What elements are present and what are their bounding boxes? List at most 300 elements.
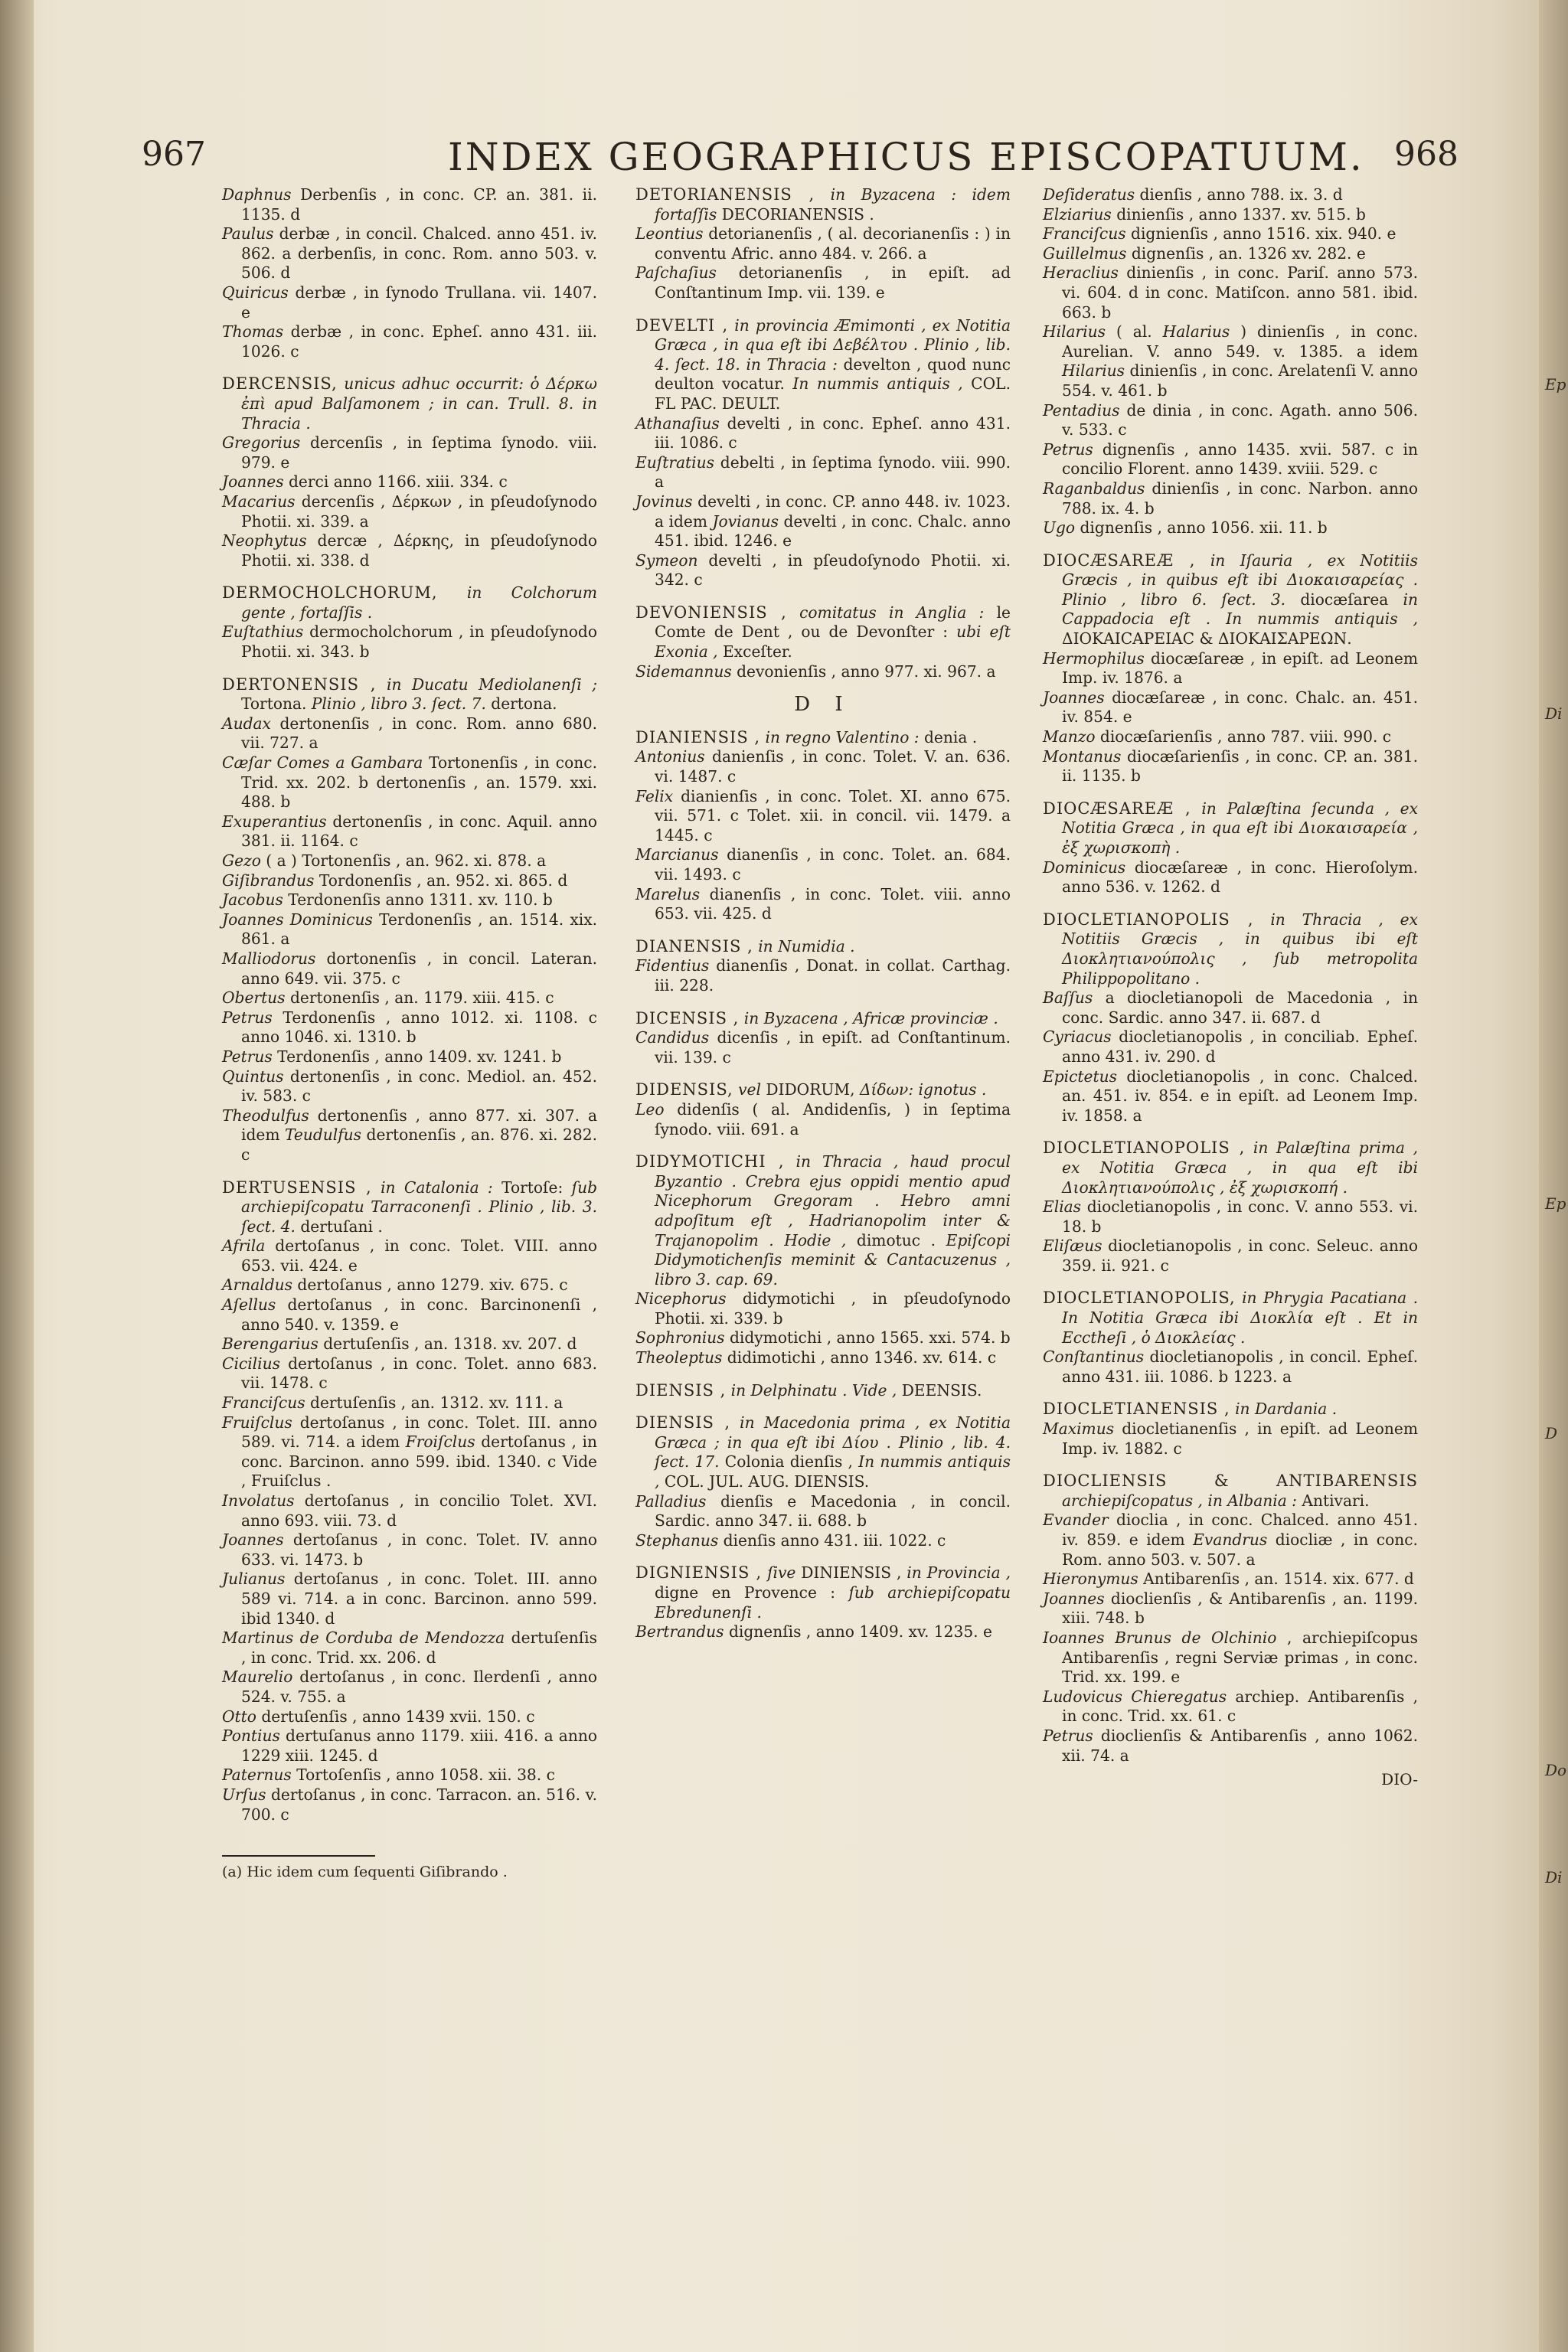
index-entry	[1043, 401, 1418, 440]
entry-reference: dertonenſis , an. 876. xi. 282. c	[241, 1125, 598, 1164]
bishop-name: Joannes	[222, 472, 284, 492]
index-entry	[222, 1008, 597, 1047]
bishop-name: Arnaldus	[222, 1276, 293, 1295]
entry-reference: archiep. Antibarenſis , in conc. Trid. xx. 61. c	[1062, 1687, 1419, 1726]
index-entry	[222, 433, 597, 472]
entry-reference: dianenſis , in conc. Tolet. viii. anno 653. vii. 425. d	[655, 884, 1011, 923]
bishop-name: Gregorius	[222, 433, 301, 452]
entry-reference: develti , in conc. CP. anno 448. iv. 1023. a idem	[655, 492, 1011, 531]
entry-reference: derbæ , in conc. Epheſ. anno 431. iii. 1026. c	[241, 322, 597, 361]
see-heading	[222, 374, 597, 433]
index-entry	[222, 492, 597, 531]
entry-reference: dignienſis , anno 1516. xix. 940. e	[1125, 224, 1396, 243]
bishop-name: Audax	[222, 714, 271, 733]
see-heading	[222, 675, 597, 714]
bishop-name: Nicephorus	[635, 1289, 727, 1308]
index-entry	[222, 812, 597, 851]
bishop-name: Conſtantinus	[1043, 1348, 1145, 1367]
entry-reference: dianenſis , Donat. in collat. Carthag. iii. 228.	[655, 956, 1011, 995]
bishop-name: Giſibrandus	[222, 871, 315, 890]
bishop-name: Antonius	[635, 747, 705, 766]
bishop-name: Montanus	[1043, 746, 1122, 766]
see-name: DIENSIS ,	[635, 1413, 731, 1432]
bishop-name: Jovianus	[712, 511, 779, 531]
index-entry	[222, 1393, 597, 1413]
bishop-name: Quintus	[222, 1067, 284, 1086]
see-description: ſive	[762, 1563, 796, 1583]
bishop-name: Raganbaldus	[1043, 479, 1145, 498]
index-entry	[1043, 1726, 1418, 1766]
index-entry	[222, 531, 597, 570]
index-entry	[635, 453, 1011, 492]
see-heading	[1043, 551, 1418, 649]
entry-reference: derbæ , in ſynodo Trullana. vii. 1407. e	[241, 283, 597, 322]
index-entry	[222, 472, 597, 492]
bishop-name: Hermophilus	[1043, 648, 1145, 668]
index-entry	[635, 492, 1011, 551]
bishop-name: Joannes	[222, 1530, 284, 1550]
bishop-name: Euſtratius	[635, 452, 714, 472]
entry-reference: diocletianopolis , in conc. Seleuc. anno 359. ii. 921. c	[1062, 1236, 1418, 1275]
see-description: DEENSIS.	[897, 1380, 982, 1400]
index-entry	[222, 1047, 597, 1067]
entry-reference: ( a ) Tortonenſis , an. 962. xi. 878. a	[260, 851, 547, 870]
entry-reference: dinienſis , anno 1337. xv. 515. b	[1111, 204, 1366, 224]
bishop-name: Guillelmus	[1043, 243, 1127, 263]
entry-reference: diocæſarienſis , anno 787. viii. 990. c	[1095, 727, 1392, 746]
bishop-name: Ugo	[1043, 518, 1076, 537]
see-description: Plinio , libro 3. ſect. 7.	[311, 694, 486, 714]
bishop-name: Felix	[635, 786, 674, 805]
see-heading	[1043, 1400, 1418, 1419]
index-entry	[222, 622, 597, 662]
see-name: DIOCLETIANOPOLIS ,	[1043, 1138, 1246, 1158]
see-description: DECORIANENSIS .	[717, 204, 874, 224]
entry-reference: dinienſis , in conc. Arelatenſi V. anno 554. v. 461. b	[1062, 361, 1418, 400]
see-description: dertona.	[485, 694, 557, 714]
bishop-name: Maximus	[1043, 1419, 1115, 1439]
bishop-name: Joannes	[1043, 1589, 1105, 1608]
entry-reference: dertoſanus , in conc. Tolet. IV. anno 633. vi. 1473. b	[241, 1530, 597, 1569]
entry-reference: Terdonenſis , anno 1012. xi. 1108. c anno 1046. xi. 1310. b	[241, 1008, 597, 1047]
bishop-name: Hilarius	[1043, 322, 1106, 341]
entry-reference: , archiepiſcopus Antibarenſis , regni Serviæ primas , in conc. Trid. xx. 199. e	[1062, 1628, 1419, 1687]
entry-reference: diocæſareæ , in conc. Chalc. an. 451. iv. 854. e	[1062, 688, 1418, 727]
see-name: DIDYMOTICHI ,	[635, 1152, 785, 1171]
index-entry	[1043, 858, 1418, 897]
entry-reference: dertoſanus , in conc. Tolet. III. anno 589 vi. 714. a in conc. Barcinon. anno 599. ibid 1340. d	[241, 1570, 597, 1628]
index-entry	[222, 1067, 597, 1106]
index-entry	[635, 1531, 1011, 1551]
entry-reference: diocletianenſis , in epiſt. ad Leonem Imp. iv. 1882. c	[1062, 1419, 1418, 1458]
index-entry	[222, 224, 597, 283]
bishop-name: Hieronymus	[1043, 1570, 1138, 1589]
index-entry	[1043, 205, 1418, 225]
index-entry	[635, 551, 1011, 590]
index-entry	[222, 1668, 597, 1707]
see-name: DIOCÆSAREÆ ,	[1043, 799, 1191, 818]
entry-reference: dertuſenſis , anno 1439 xvii. 150. c	[256, 1707, 535, 1726]
index-entry	[222, 1276, 597, 1295]
see-name: DIOCLIENSIS & ANTIBARENSIS	[1043, 1472, 1418, 1491]
page-number-right: 968	[1394, 135, 1459, 174]
see-description: in Ducatu Mediolanenſi ;	[376, 675, 597, 694]
see-name: DIOCLETIANOPOLIS ,	[1043, 910, 1254, 929]
index-entry	[1043, 1687, 1418, 1726]
binding-gutter	[0, 0, 34, 2352]
see-description: Antivari.	[1296, 1491, 1370, 1510]
index-entry	[635, 885, 1011, 924]
see-description: in Thracia , haud procul Byzantio . Crebra ejus oppidi mentio apud Nicephorum Gregoram . Hebro amni adpoſitum eſt , Hadrianopolim inter & Trajanopolim . Hodie ,	[655, 1152, 1011, 1250]
see-heading	[1043, 910, 1418, 988]
entry-reference: didenſis ( al. Andidenſis, ) in ſeptima ſynodo. viii. 691. a	[655, 1099, 1011, 1138]
entry-reference: Tortoſenſis , anno 1058. xii. 38. c	[291, 1766, 555, 1785]
entry-reference: dioclienſis & Antibarenſis , anno 1062. xii. 74. a	[1062, 1726, 1418, 1765]
catchword: DIO-	[1381, 1770, 1418, 1789]
entry-reference: dertuſenſis , an. 1312. xv. 111. a	[305, 1393, 564, 1413]
index-entry	[222, 1766, 597, 1785]
index-entry	[222, 890, 597, 910]
entry-reference: dignenſis , anno 1056. xii. 11. b	[1075, 518, 1328, 537]
index-entry	[222, 988, 597, 1008]
bishop-name: Jacobus	[222, 890, 283, 910]
entry-reference: dertonenſis , in conc. Mediol. an. 452. iv. 583. c	[241, 1067, 597, 1106]
entry-reference: Derbenſis , in conc. CP. an. 381. ii. 1135. d	[241, 185, 597, 224]
entry-reference: a diocletianopoli de Macedonia , in conc. Sardic. anno 347. ii. 687. d	[1062, 988, 1418, 1027]
see-heading	[1043, 1472, 1418, 1511]
index-entry	[1043, 1236, 1418, 1276]
bishop-name: Hilarius	[1062, 361, 1125, 381]
index-entry	[1043, 518, 1418, 538]
see-description: in Thracia , ex Notitiis Græcis , in quibus ibi eſt Διοκλητιανούπολις , ſub metropolita Philippopolitano .	[1062, 910, 1419, 988]
bishop-name: Martinus de Corduba de Mendozza	[222, 1628, 505, 1648]
entry-reference: dermocholchorum , in pſeudoſynodo Photii. xi. 343. b	[241, 622, 597, 662]
entry-reference: dertuſenſis , an. 1318. xv. 207. d	[318, 1334, 577, 1354]
page-header	[142, 135, 1459, 188]
see-description: In nummis antiquis ,	[655, 1452, 1011, 1491]
entry-reference: Antibarenſis , an. 1514. xix. 677. d	[1138, 1570, 1414, 1589]
index-entry	[1043, 1348, 1418, 1387]
see-description: denia .	[919, 727, 978, 746]
see-description: archiepiſcopatus , in Albania :	[1062, 1491, 1297, 1510]
entry-reference: dinienſis , in conc. Narbon. anno 788. ix. 4. b	[1062, 479, 1418, 518]
index-entry	[635, 787, 1011, 846]
bishop-name: Exuperantius	[222, 812, 327, 831]
see-description: in Numidia .	[753, 936, 855, 956]
see-name: DIOCLETIANENSIS ,	[1043, 1400, 1230, 1419]
entry-reference: debelti , in ſeptima ſynodo. viii. 990. a	[655, 452, 1011, 492]
text-column-2	[635, 185, 1011, 1642]
index-entry	[1043, 322, 1418, 400]
see-description: in regno Valentino :	[760, 727, 920, 746]
see-description: Colonia dienſis ,	[719, 1452, 859, 1472]
adjacent-page-fragment: Di	[1545, 1868, 1563, 1886]
bishop-name: Maurelio	[222, 1668, 293, 1687]
index-entry	[635, 1289, 1011, 1328]
entry-reference: dertonenſis , in conc. Rom. anno 680. vii. 727. a	[241, 714, 597, 753]
see-name: DERMOCHOLCHORUM,	[222, 583, 438, 603]
bishop-name: Pentadius	[1043, 400, 1120, 420]
bishop-name: Otto	[222, 1707, 256, 1726]
page-number-left: 967	[142, 135, 206, 174]
bishop-name: Pontius	[222, 1726, 280, 1746]
entry-reference: ) dinienſis , in conc. Aurelian. V. anno 549. v. 1385. a idem	[1062, 322, 1418, 361]
bishop-name: Julianus	[222, 1570, 286, 1589]
index-entry	[222, 753, 597, 812]
entry-reference: didimotichi , anno 1346. xv. 614. c	[722, 1348, 997, 1367]
see-name: DIGNIENSIS ,	[635, 1563, 763, 1583]
entry-reference: Terdonenſis anno 1311. xv. 110. b	[283, 890, 553, 910]
see-description: COL. FL PAC. DEULT.	[655, 374, 1011, 413]
index-entry	[222, 1106, 597, 1165]
entry-reference: dertonenſis , in conc. Aquil. anno 381. ii. 1164. c	[241, 812, 597, 851]
bishop-name: Cicilius	[222, 1354, 280, 1373]
section-letter-heading: D I	[794, 693, 852, 717]
see-description: ſub archiepiſcopatu Tarraconenſi . Plinio , lib. 3. ſect. 4.	[241, 1178, 598, 1236]
bishop-name: Leo	[635, 1099, 665, 1119]
index-entry	[1043, 688, 1418, 727]
bishop-name: Elias	[1043, 1197, 1082, 1217]
bishop-name: Candidus	[635, 1028, 710, 1047]
entry-reference: detorianenſis , in epiſt. ad Conſtantinum Imp. vii. 139. e	[655, 263, 1011, 302]
index-entry	[222, 1295, 597, 1334]
bishop-name: Marelus	[635, 884, 701, 903]
see-name: DIANIENSIS ,	[635, 727, 761, 746]
see-name: DEVELTI ,	[635, 315, 729, 335]
entry-reference: dignenſis , an. 1326 xv. 282. e	[1126, 243, 1366, 263]
text-column-1	[222, 185, 597, 1883]
index-entry	[222, 1785, 597, 1824]
entry-reference: dertoſanus , in conc. Barcinonenſi , anno 540. v. 1359. e	[241, 1295, 597, 1334]
index-entry	[1043, 1197, 1418, 1236]
entry-reference: danienſis , in conc. Tolet. V. an. 636. vi. 1487. c	[655, 747, 1011, 786]
index-entry	[222, 1707, 597, 1727]
see-heading	[635, 728, 1011, 748]
entry-reference: dicenſis , in epiſt. ad Conſtantinum. vii. 139. c	[655, 1028, 1011, 1067]
index-entry	[635, 747, 1011, 786]
see-description: in Delphinatu . Vide ,	[726, 1380, 897, 1400]
index-entry	[635, 1348, 1011, 1368]
index-entry	[635, 1028, 1011, 1067]
entry-reference: dertoſanus , in conc. Tolet. anno 683. vii. 1478. c	[241, 1354, 597, 1393]
bishop-name: Leontius	[635, 224, 704, 243]
bishop-name: Jovinus	[635, 492, 693, 511]
bishop-name: Franciſcus	[222, 1393, 305, 1413]
entry-reference: dinienſis , in conc. Pariſ. anno 573. vi. 604. d in conc. Matiſcon. anno 581. ibid. 663. b	[1062, 263, 1418, 322]
entry-reference: dercenſis , in ſeptima ſynodo. viii. 979. e	[241, 433, 597, 472]
bishop-name: Heraclius	[1043, 263, 1119, 283]
index-entry	[635, 224, 1011, 263]
bishop-name: Cyriacus	[1043, 1027, 1112, 1047]
see-heading	[635, 1563, 1011, 1622]
see-heading	[635, 1152, 1011, 1289]
entry-reference: dianienſis , in conc. Tolet. XI. anno 675. vii. 571. c Tolet. xii. in concil. vii. 1479. a 1445. c	[655, 786, 1011, 844]
adjacent-page-fragment: Di	[1545, 704, 1563, 723]
entry-reference: dienſis anno 431. iii. 1022. c	[718, 1530, 946, 1550]
index-entry	[222, 949, 597, 988]
see-description: in Byzacena : idem fortaſſis	[655, 185, 1011, 224]
bishop-name: Involatus	[222, 1491, 295, 1510]
bishop-name: Marcianus	[635, 845, 719, 864]
see-description: unicus adhuc occurrit: ὁ Δέρκω ἐπὶ apud Balſamonem ; in can. Trull. 8. in Thracia .	[241, 374, 597, 433]
index-entry	[635, 1328, 1011, 1348]
index-entry	[222, 1570, 597, 1628]
see-description: in Macedonia prima , ex Notitia Græca ; in qua eſt ibi Δίου . Plinio , lib. 4. ſect. 17.	[655, 1413, 1011, 1472]
bishop-name: Halarius	[1162, 322, 1230, 341]
entry-reference: diocæſarienſis , in conc. CP. an. 381. ii. 1135. b	[1062, 746, 1418, 786]
see-heading	[635, 1009, 1011, 1029]
see-description: in Phrygia Pacatiana . In Notitia Græca ibi Διοκλία eſt . Et in Ecctheſi , ὁ Διοκλείας .	[1062, 1289, 1418, 1347]
bishop-name: Joannes Dominicus	[222, 910, 373, 929]
bishop-name: Eliſæus	[1043, 1236, 1102, 1256]
entry-reference: dertoſanus , anno 1279. xiv. 675. c	[292, 1276, 568, 1295]
entry-reference: dertonenſis , anno 877. xi. 307. a idem	[241, 1106, 597, 1145]
bishop-name: Joannes	[1043, 688, 1105, 707]
bishop-name: Macarius	[222, 492, 296, 511]
entry-reference: dertoſanus , in conc. Tolet. VIII. anno 653. vii. 424. e	[241, 1236, 597, 1275]
see-heading	[222, 583, 597, 622]
see-description: Tortoſe:	[492, 1178, 572, 1197]
index-entry	[1043, 747, 1418, 786]
see-description: DIDORUM,	[760, 1080, 860, 1099]
see-description: DINIENSIS ,	[795, 1563, 907, 1583]
see-name: DIANENSIS ,	[635, 936, 753, 956]
entry-reference: dienſis , anno 788. ix. 3. d	[1135, 185, 1343, 204]
see-heading	[635, 1413, 1011, 1491]
index-entry	[1043, 185, 1418, 205]
entry-reference: Tortonenſis , in conc. Trid. xx. 202. b dertonenſis , an. 1579. xxi. 488. b	[241, 753, 597, 812]
bishop-name: Baſſus	[1043, 988, 1093, 1008]
see-description: Tortona.	[241, 694, 312, 714]
index-entry	[1043, 263, 1418, 322]
see-description: In nummis antiquis ,	[792, 374, 963, 394]
see-description: vel	[733, 1080, 761, 1099]
bishop-name: Ludovicus Chieregatus	[1043, 1687, 1227, 1706]
see-heading	[635, 185, 1011, 224]
see-description: le Comte de Dent , ou de Devonſter :	[655, 603, 1011, 642]
index-entry	[1043, 649, 1418, 688]
bishop-name: Urſus	[222, 1785, 266, 1804]
entry-reference: ( al.	[1106, 322, 1163, 341]
see-name: DICENSIS ,	[635, 1008, 740, 1027]
entry-reference: dortonenſis , in concil. Lateran. anno 649. vii. 375. c	[241, 949, 597, 988]
see-name: DERCENSIS,	[222, 374, 338, 394]
index-entry	[1043, 1027, 1418, 1067]
entry-reference: dercenſis , Δέρκων , in pſeudoſynodo Photii. xi. 339. a	[241, 492, 597, 531]
bishop-name: Fidentius	[635, 956, 710, 975]
see-description: in Dardania .	[1230, 1400, 1338, 1419]
see-description: in Catalonia :	[371, 1178, 493, 1197]
bishop-name: Evandrus	[1193, 1530, 1268, 1549]
index-entry	[1043, 479, 1418, 518]
see-heading	[635, 316, 1011, 414]
bishop-name: Petrus	[1043, 439, 1093, 459]
adjacent-page-edge	[1539, 0, 1568, 2352]
bishop-name: Thomas	[222, 322, 284, 341]
entry-reference: dioclienſis , & Antibarenſis , an. 1199. xiii. 748. b	[1062, 1589, 1418, 1628]
index-entry	[222, 1334, 597, 1354]
see-description: in Byzacena , Africæ provinciæ .	[739, 1008, 998, 1027]
see-description: in Colchorum gente , fortaſſis .	[241, 583, 597, 622]
entry-reference: dercæ , Δέρκης, in pſeudoſynodo Photii. xi. 338. d	[241, 531, 597, 570]
bishop-name: Deſideratus	[1043, 185, 1135, 204]
entry-reference: devonienſis , anno 977. xi. 967. a	[731, 662, 996, 681]
index-entry	[1043, 244, 1418, 264]
see-heading	[1043, 1138, 1418, 1197]
index-entry	[1043, 1419, 1418, 1459]
bishop-name: Theoleptus	[635, 1348, 723, 1367]
see-description: diocæſarea	[1285, 590, 1403, 609]
entry-reference: dertoſanus , in conc. Ilerdenſi , anno 524. v. 755. a	[241, 1668, 597, 1706]
bishop-name: Ioannes Brunus de Olchinio	[1043, 1628, 1277, 1647]
bishop-name: Daphnus	[222, 185, 292, 204]
entry-reference: dertuſenſis , in conc. Trid. xx. 206. d	[241, 1628, 597, 1667]
entry-reference: dignenſis , anno 1409. xv. 1235. e	[724, 1622, 992, 1642]
bishop-name: Malliodorus	[222, 949, 316, 968]
see-description: in Iſauria , ex Notitiis Græcis , in quibus eſt ibi Διοκαισαρείας . Plinio , libro 6. ſect. 3.	[1062, 550, 1418, 609]
see-name: DERTONENSIS ,	[222, 675, 377, 694]
index-entry	[635, 956, 1011, 995]
entry-reference: dertoſanus , in conc. Tarracon. an. 516. v. 700. c	[241, 1785, 597, 1824]
bishop-name: Stephanus	[635, 1530, 719, 1550]
index-entry	[1043, 727, 1418, 747]
see-description: ſub archiepiſcopatu Ebredunenſi .	[655, 1583, 1011, 1622]
index-entry	[222, 851, 597, 871]
adjacent-page-fragment: Ep	[1545, 1194, 1566, 1213]
index-entry	[635, 414, 1011, 453]
see-description: dimotuc .	[846, 1230, 946, 1250]
index-entry	[1043, 1589, 1418, 1628]
see-description: in provincia Æmimonti , ex Notitia Græca , in qua eſt ibi Δεβέλτου . Plinio , lib. 4. ſect. 18. in Thracia :	[655, 315, 1011, 374]
entry-reference: dertoſanus , in concilio Tolet. XVI. anno 693. viii. 73. d	[241, 1491, 597, 1530]
bishop-name: Petrus	[222, 1047, 273, 1066]
see-name: DIDENSIS,	[635, 1080, 733, 1099]
index-entry	[1043, 1570, 1418, 1589]
entry-reference: diocletianopolis , in conc. Chalced. an. 451. iv. 854. e in epiſt. ad Leonem Imp. iv. 1858. a	[1062, 1067, 1418, 1125]
see-heading	[635, 937, 1011, 957]
entry-reference: diocæſareæ , in conc. Hieroſolym. anno 536. v. 1262. d	[1062, 858, 1418, 897]
adjacent-page-fragment: Do	[1545, 1761, 1567, 1779]
bishop-name: Quiricus	[222, 283, 289, 302]
bishop-name: Epictetus	[1043, 1067, 1117, 1086]
bishop-name: Paternus	[222, 1766, 292, 1785]
running-title: INDEX GEOGRAPHICUS EPISCOPATUUM.	[448, 135, 1364, 179]
entry-reference: derci anno 1166. xiii. 334. c	[283, 472, 508, 492]
see-description: comitatus in Anglia :	[786, 603, 985, 622]
bishop-name: Athanaſius	[635, 413, 720, 433]
see-heading	[222, 1178, 597, 1237]
see-description: develton , quod nunc deulton vocatur.	[655, 354, 1011, 394]
index-entry	[222, 185, 597, 224]
bishop-name: Afrila	[222, 1236, 266, 1256]
see-heading	[635, 603, 1011, 662]
bishop-name: Bertrandus	[635, 1622, 724, 1642]
see-description: digne en Provence :	[655, 1583, 849, 1602]
text-column-3	[1043, 185, 1418, 1805]
index-entry	[1043, 1067, 1418, 1126]
index-entry	[635, 263, 1011, 302]
entry-reference: diocletianopolis , in concil. Epheſ. anno 431. iii. 1086. b 1223. a	[1062, 1348, 1418, 1386]
see-name: DETORIANENSIS ,	[635, 185, 815, 204]
entry-reference: didymotichi , in pſeudoſynodo Photii. xi. 339. b	[655, 1289, 1011, 1328]
entry-reference: de dinia , in conc. Agath. anno 506. v. 533. c	[1062, 400, 1418, 439]
index-entry	[1043, 988, 1418, 1027]
index-entry	[222, 1413, 597, 1491]
bishop-name: Fruiſclus	[222, 1413, 292, 1432]
bishop-name: Sophronius	[635, 1328, 725, 1348]
entry-reference: Terdonenſis , an. 1514. xix. 861. a	[241, 910, 598, 949]
see-description: in Provincia ,	[906, 1563, 1011, 1583]
